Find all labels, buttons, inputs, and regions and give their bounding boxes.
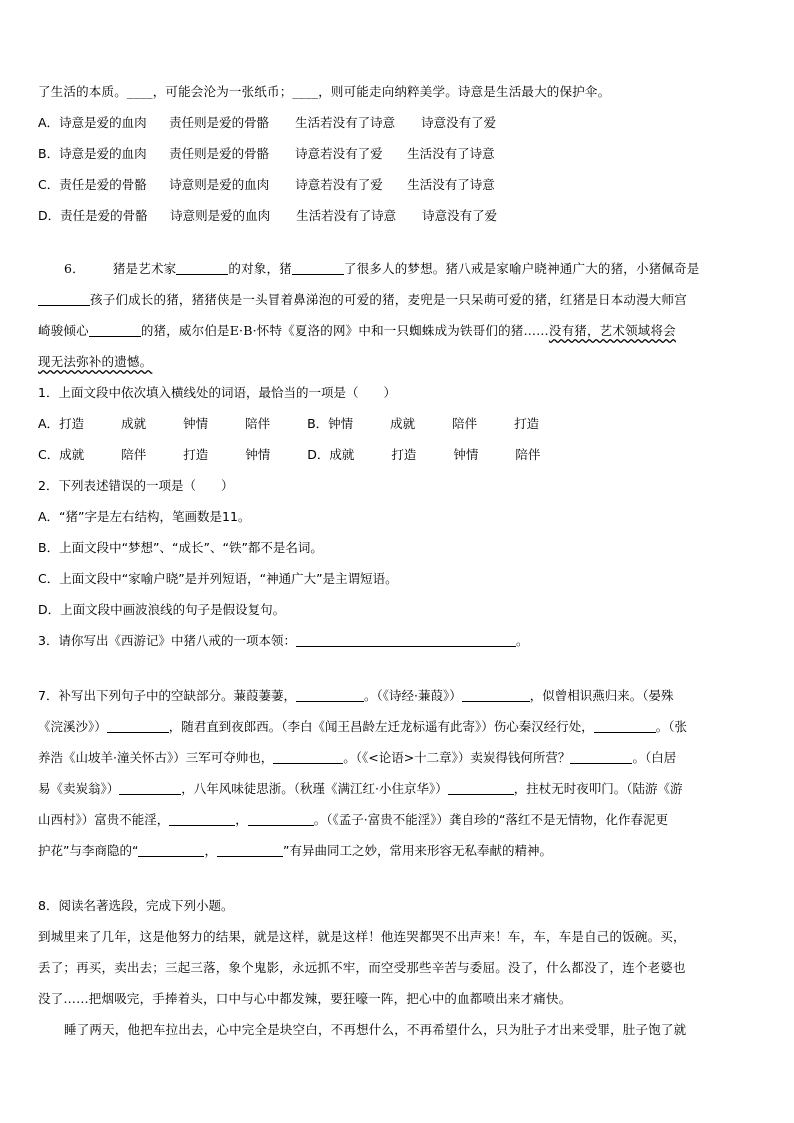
answer-blank[interactable] <box>462 687 530 702</box>
option-letter: B． <box>38 146 60 161</box>
q7-text: 《浣溪沙》） <box>38 719 107 734</box>
answer-blank[interactable] <box>594 718 656 733</box>
q6-sub2-option-a[interactable]: A．“猪”字是左右结构，笔画数是11。 <box>38 509 251 524</box>
q6-sub2-option-d[interactable]: D．上面文段中画波浪线的句子是假设复句。 <box>38 602 286 617</box>
option-item: 成就 <box>59 447 85 462</box>
q7-text: 。（白居 <box>632 750 677 765</box>
answer-blank[interactable] <box>176 260 228 275</box>
q7-text: 养浩《山坡羊·潼关怀古》）三军可夺帅也， <box>38 750 274 765</box>
q5-option-d[interactable] <box>38 204 756 228</box>
option-item: 诗意则是爱的血肉 <box>169 177 270 192</box>
option-item: 钟情 <box>328 416 354 431</box>
q6-sub1-option-d[interactable] <box>307 447 540 462</box>
q7-line-2 <box>38 715 756 739</box>
option-item: 打造 <box>183 447 209 462</box>
q6-sub1-option-b[interactable] <box>307 416 539 431</box>
option-item: 钟情 <box>245 447 271 462</box>
option-item: 钟情 <box>453 447 479 462</box>
option-item: 责任则是爱的骨骼 <box>169 115 270 130</box>
wavy-underlined-text: 现无法弥补的遗憾。 <box>38 354 153 369</box>
q6-sub2-stem: 2．下列表述错误的一项是（ ） <box>38 478 234 493</box>
option-item: 责任则是爱的骨骼 <box>169 146 270 161</box>
q7-text: 护花”与李商隐的“ <box>38 843 139 858</box>
option-item: 陪伴 <box>245 416 271 431</box>
passage-text: 猪是艺术家 <box>112 261 177 276</box>
option-item: 诗意若没有了爱 <box>295 177 383 192</box>
q6-sub2-option-b[interactable]: B．上面文段中“梦想”、“成长”、“铁”都不是名词。 <box>38 540 323 555</box>
option-item: 诗意是爱的血肉 <box>59 115 147 130</box>
option-item: 陪伴 <box>515 447 541 462</box>
q7-text: ， <box>204 843 217 858</box>
q7-text: 。（《孟子·富贵不能淫》）龚自珍的“落红不是无情物，化作春泥更 <box>313 812 668 827</box>
answer-blank[interactable] <box>248 811 314 826</box>
q7-text: ，随君直到夜郎西。（李白《闻王昌龄左迁龙标遥有此寄》）伤心秦汉经行处， <box>168 719 594 734</box>
option-item: 诗意没有了爱 <box>422 208 498 223</box>
option-letter: D． <box>38 208 61 223</box>
q5-option-c[interactable] <box>38 173 756 197</box>
q7-line-1 <box>38 684 756 708</box>
q7-text: 。（张 <box>655 719 688 734</box>
option-letter: C． <box>38 447 60 462</box>
q7-line-6 <box>38 839 756 863</box>
answer-blank[interactable] <box>273 749 343 764</box>
passage-text: 孩子们成长的猪，猪猪侠是一头冒着鼻涕泡的可爱的猪，麦兜是一只呆萌可爱的猪，红猪是日本动漫大师宫 <box>90 292 687 307</box>
q7-text: 。（《<论语>十二章》）卖炭得钱何所营？ <box>343 750 571 765</box>
q6-sub1-stem: 1．上面文段中依次填入横线处的词语，最恰当的一项是（ ） <box>38 385 396 400</box>
option-item: 诗意若没有了爱 <box>295 146 383 161</box>
passage-text: 的对象，猪 <box>228 261 292 276</box>
option-item: 生活若没有了诗意 <box>295 115 396 130</box>
wavy-underlined-text: 没有猪，艺术领域将会 <box>548 323 676 338</box>
answer-blank[interactable] <box>169 811 235 826</box>
q6-sub2-option-c[interactable]: C．上面文段中“家喻户晓”是并列短语，“神通广大”是主谓短语。 <box>38 571 398 586</box>
option-item: 陪伴 <box>121 447 147 462</box>
q8-passage-line-4: 睡了两天，他把车拉出去，心中完全是块空白，不再想什么，不再希望什么，只为肚子才出来受罪，肚子饱了就 <box>64 1022 687 1037</box>
answer-blank[interactable] <box>119 780 181 795</box>
q6-passage-line-1 <box>38 257 756 281</box>
q7-line-3 <box>38 746 756 770</box>
q5-option-b[interactable] <box>38 142 756 166</box>
option-item: 诗意则是爱的血肉 <box>170 208 271 223</box>
q7-text: ，拄杖无时夜叩门。（陆游《游 <box>513 781 683 796</box>
option-item: 诗意没有了爱 <box>421 115 497 130</box>
q7-text: 。（《诗经·蒹葭》） <box>363 688 462 703</box>
option-item: 钟情 <box>183 416 209 431</box>
passage-text: 崎骏倾心 <box>38 323 89 338</box>
answer-blank[interactable] <box>296 632 516 647</box>
answer-blank[interactable] <box>38 291 90 306</box>
answer-blank[interactable] <box>292 260 344 275</box>
answer-blank[interactable] <box>448 780 514 795</box>
q7-text: ”有异曲同工之妙，常用来形容无私奉献的精神。 <box>282 843 552 858</box>
option-letter: A． <box>38 115 60 130</box>
q6-sub1-options-row-1 <box>38 412 756 436</box>
q5-stem-tail: 了生活的本质。____，可能会沦为一张纸币；____，则可能走向纳粹美学。诗意是生活最大的保护伞。 <box>38 84 611 99</box>
q7-line-5 <box>38 808 756 832</box>
q6-sub1-option-a[interactable] <box>38 416 307 431</box>
option-item: 成就 <box>329 447 355 462</box>
q6-sub1-option-c[interactable] <box>38 447 307 462</box>
q7-text: 山西村》）富贵不能淫， <box>38 812 170 827</box>
q7-line-4 <box>38 777 756 801</box>
question-number: 6． <box>64 261 85 276</box>
option-letter: D． <box>307 447 330 462</box>
q6-sub3 <box>38 629 756 653</box>
option-item: 打造 <box>59 416 85 431</box>
q8-passage-line-2: 丢了；再买，卖出去；三起三落，象个鬼影，永远抓不牢，而空受那些辛苦与委屈。没了，什么都没了，连个老婆也 <box>38 960 686 975</box>
q6-passage-line-2 <box>38 288 756 312</box>
option-item: 成就 <box>390 416 416 431</box>
option-letter: C． <box>38 177 60 192</box>
answer-blank[interactable] <box>89 322 141 337</box>
option-item: 打造 <box>391 447 417 462</box>
answer-blank[interactable] <box>570 749 632 764</box>
q5-option-a[interactable] <box>38 111 756 135</box>
option-item: 责任是爱的骨骼 <box>60 208 148 223</box>
answer-blank[interactable] <box>217 842 283 857</box>
q7-text: ，似曾相识燕归来。（晏殊 <box>529 688 674 703</box>
q8-stem: 8．阅读名著选段，完成下列小题。 <box>38 898 234 913</box>
answer-blank[interactable] <box>296 687 364 702</box>
passage-text: 了很多人的梦想。猪八戒是家喻户晓神通广大的猪，小猪佩奇是 <box>343 261 700 276</box>
q6-sub3-stem: 3．请你写出《西游记》中猪八戒的一项本领： <box>38 633 296 648</box>
passage-text: 的猪，威尔伯是E·B·怀特《夏洛的网》中和一只蜘蛛成为铁哥们的猪…… <box>140 323 549 338</box>
q8-passage-line-1: 到城里来了几年，这是他努力的结果，就是这样，就是这样！他连哭都哭不出声来！车，车，车是自己的饭碗。买， <box>38 929 686 944</box>
punctuation: 。 <box>515 633 529 648</box>
option-item: 责任是爱的骨骼 <box>59 177 147 192</box>
q6-passage-line-3 <box>38 319 756 343</box>
q7-text: 易《卖炭翁》） <box>38 781 120 796</box>
q6-sub1-options-row-2 <box>38 443 756 467</box>
option-item: 陪伴 <box>452 416 478 431</box>
q8-passage-line-3: 没了……把烟吸完，手捧着头，口中与心中都发辣，要狂嚎一阵，把心中的血都喷出来才痛快。 <box>38 991 572 1006</box>
option-item: 成就 <box>121 416 147 431</box>
q7-text: ， <box>235 812 248 827</box>
answer-blank[interactable] <box>138 842 204 857</box>
q7-text: 7．补写出下列句子中的空缺部分。蒹葭萋萋， <box>38 688 296 703</box>
q6-passage-line-4 <box>38 350 756 374</box>
option-letter: B． <box>307 416 329 431</box>
option-item: 生活没有了诗意 <box>407 177 495 192</box>
option-letter: A． <box>38 416 60 431</box>
option-item: 生活没有了诗意 <box>407 146 495 161</box>
option-item: 诗意是爱的血肉 <box>59 146 147 161</box>
option-item: 打造 <box>514 416 540 431</box>
q7-text: ，八年风味徒思浙。（秋瑾《满江红·小住京华》） <box>181 781 448 796</box>
option-item: 生活若没有了诗意 <box>296 208 397 223</box>
answer-blank[interactable] <box>107 718 169 733</box>
